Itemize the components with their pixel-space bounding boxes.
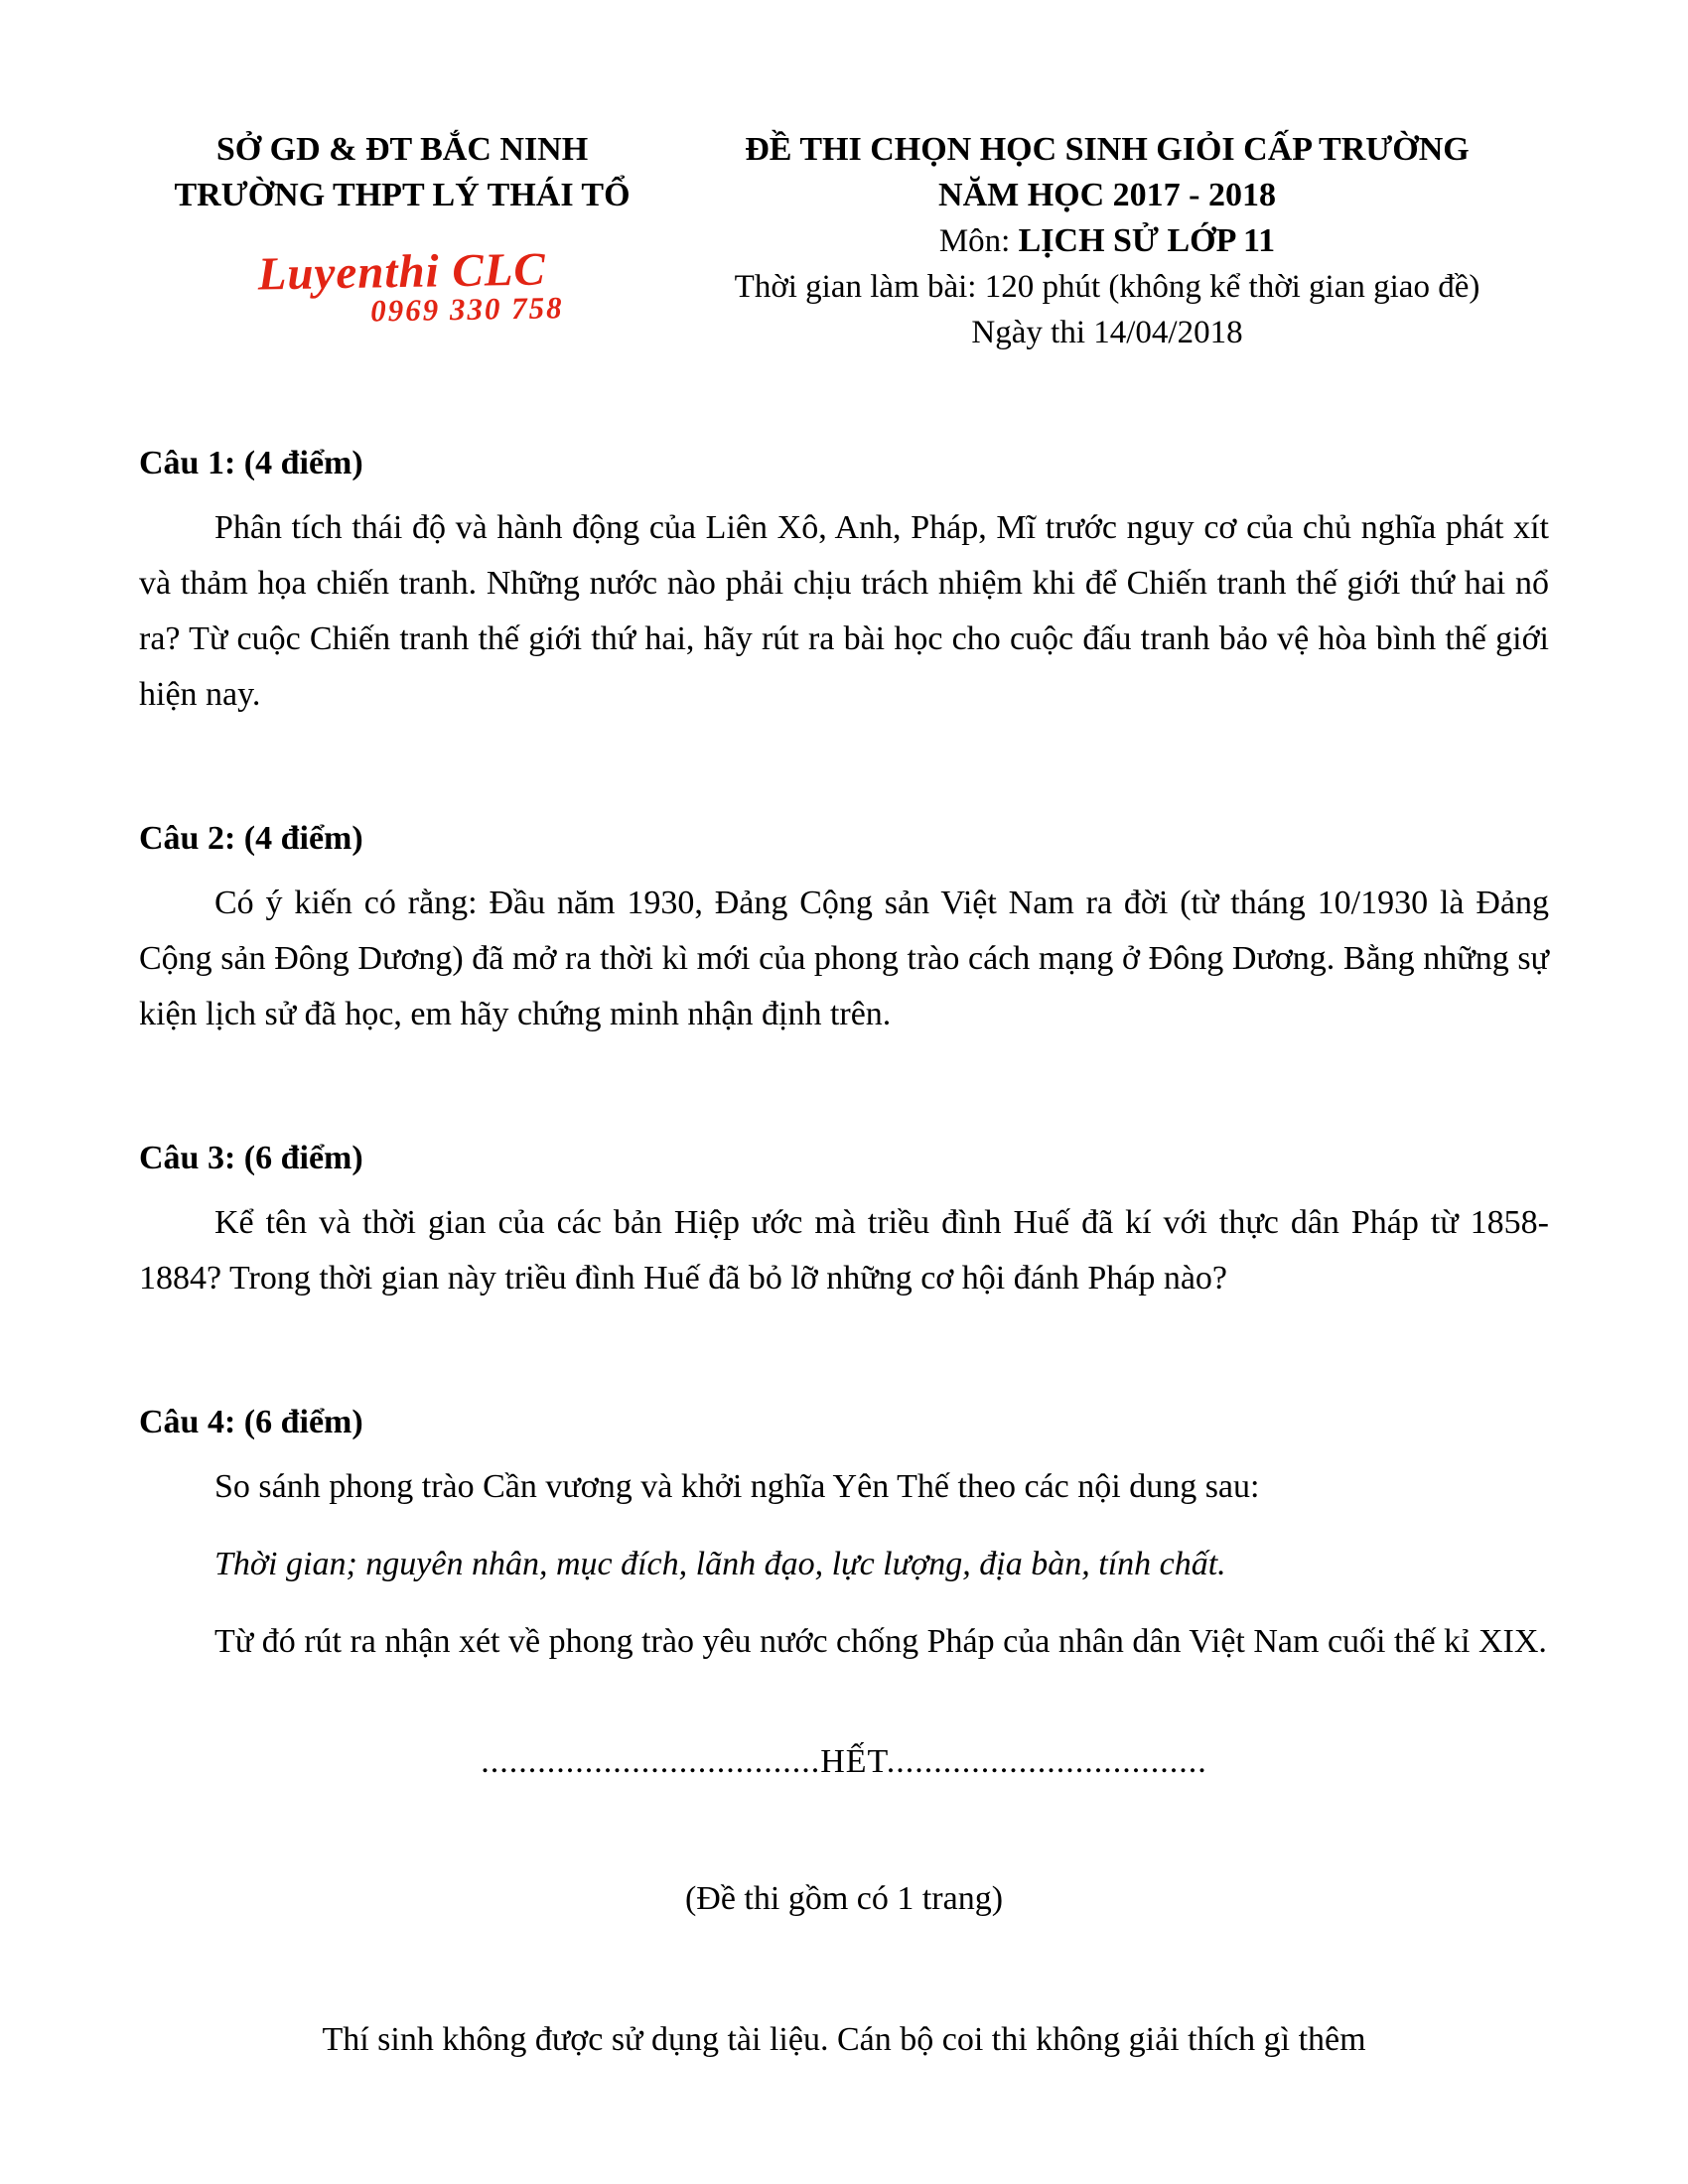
question-4-title: Câu 4: (6 điểm) bbox=[139, 1404, 363, 1440]
question-2-title: Câu 2: (4 điểm) bbox=[139, 820, 363, 857]
candidate-instructions-note: Thí sinh không được sử dụng tài liệu. Cán bộ coi thi không giải thích gì thêm bbox=[322, 2021, 1366, 2058]
school-name: TRƯỜNG THPT LÝ THÁI TỔ bbox=[174, 177, 631, 213]
question-4-paragraph-3: Từ đó rút ra nhận xét về phong trào yêu nước chống Pháp của nhân dân Việt Nam cuối thế kỉ XIX. bbox=[214, 1623, 1547, 1660]
subject-line bbox=[665, 218, 1549, 264]
page-count-note: (Đề thi gồm có 1 trang) bbox=[684, 1880, 1004, 1917]
question-1-paragraph: Phân tích thái độ và hành động của Liên Xô, Anh, Pháp, Mĩ trước nguy cơ của chủ nghĩa phát xít và thảm họa chiến tranh. Những nước nào phải chịu trách nhiệm khi để Chiến tranh thế giới thứ hai nổ ra? Từ cuộc Chiến tranh thế giới thứ hai, hãy rút ra bài học cho cuộc đấu tranh bảo vệ hòa bình thế giới hiện nay. bbox=[139, 509, 1549, 713]
issuing-authority-block bbox=[139, 127, 665, 328]
end-of-exam-separator: ....................................HẾT.................................. bbox=[481, 1743, 1207, 1780]
question-2-paragraph: Có ý kiến có rằng: Đầu năm 1930, Đảng Cộng sản Việt Nam ra đời (từ tháng 10/1930 là Đảng Cộng sản Đông Dương) đã mở ra thời kì mới của phong trào cách mạng ở Đông Dương. Bằng những sự kiện lịch sử đã học, em hãy chứng minh nhận định trên. bbox=[139, 885, 1549, 1032]
subject-label: Môn: bbox=[938, 223, 1019, 259]
question-1-title: Câu 1: (4 điểm) bbox=[139, 445, 363, 481]
question-2-section bbox=[139, 816, 1549, 1042]
duration-line: Thời gian làm bài: 120 phút (không kể thời gian giao đề) bbox=[734, 269, 1480, 305]
exam-title-block bbox=[665, 127, 1549, 355]
subject-name: LỊCH SỬ LỚP 11 bbox=[1018, 222, 1276, 259]
question-4-paragraph-1: So sánh phong trào Cần vương và khởi nghĩa Yên Thế theo các nội dung sau: bbox=[214, 1468, 1260, 1505]
exam-date-line: Ngày thi 14/04/2018 bbox=[971, 315, 1243, 350]
luyenthi-clc-logo bbox=[138, 243, 665, 332]
department-name: SỞ GD & ĐT BẮC NINH bbox=[215, 131, 589, 168]
logo-phone-number: 0969 330 758 bbox=[369, 290, 564, 329]
exam-title: ĐỀ THI CHỌN HỌC SINH GIỎI CẤP TRƯỜNG bbox=[745, 131, 1470, 168]
question-4-section bbox=[139, 1400, 1549, 1670]
question-3-paragraph: Kể tên và thời gian của các bản Hiệp ước mà triều đình Huế đã kí với thực dân Pháp từ 1858-1884? Trong thời gian này triều đình Huế đã bỏ lỡ những cơ hội đánh Pháp nào? bbox=[139, 1204, 1549, 1297]
question-3-section bbox=[139, 1136, 1549, 1306]
school-year: NĂM HỌC 2017 - 2018 bbox=[938, 177, 1276, 213]
document-header bbox=[139, 127, 1549, 355]
question-4-paragraph-2-criteria: Thời gian; nguyên nhân, mục đích, lãnh đạo, lực lượng, địa bàn, tính chất. bbox=[214, 1546, 1226, 1582]
logo-brand-text: Luyenthi CLC bbox=[257, 243, 547, 301]
question-1-section bbox=[139, 441, 1549, 723]
question-3-title: Câu 3: (6 điểm) bbox=[139, 1140, 363, 1176]
